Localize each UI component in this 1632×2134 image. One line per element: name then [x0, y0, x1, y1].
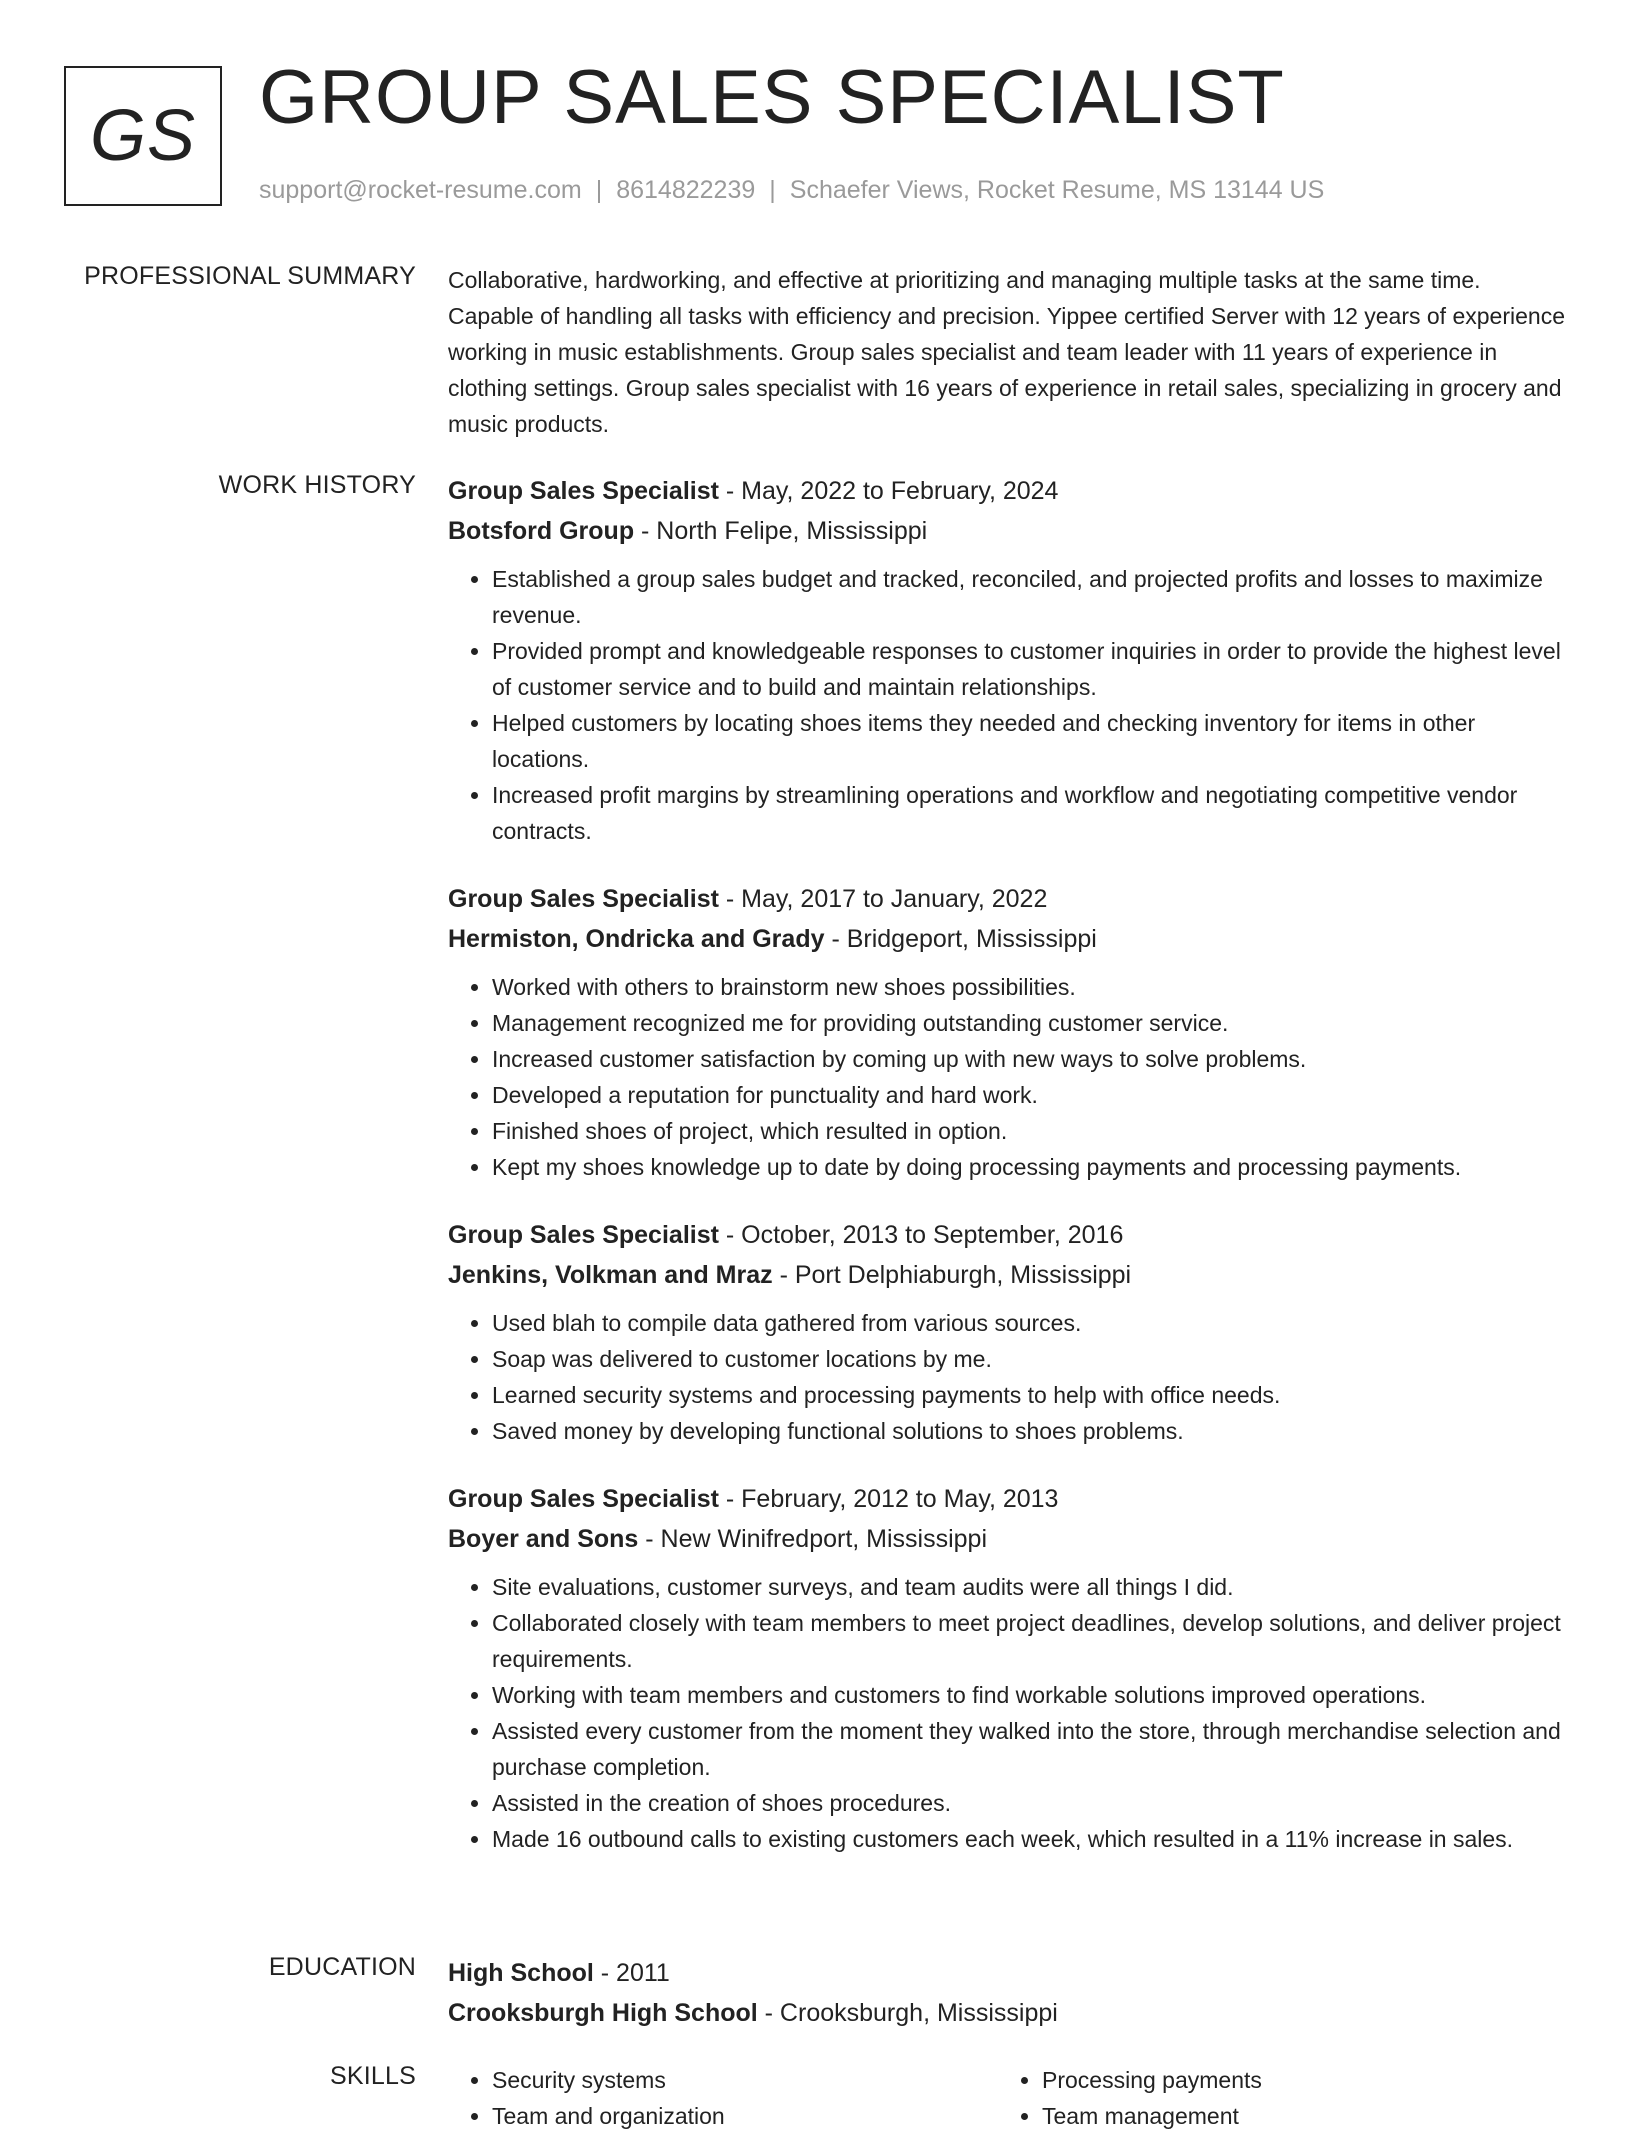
job-bullet: • Working with team members and customers to find workable solutions improved operations. — [492, 1677, 1570, 1713]
contact-phone: 8614822239 — [616, 176, 756, 204]
job-bullets — [448, 969, 1570, 1185]
summary-text: Collaborative, hardworking, and effective at prioritizing and managing multiple tasks at the same time. Capable of handling all tasks with efficiency and precision. Yippee certified Server with 12 years of experience working in music establishments. Group sales specialist and team leader with 11 years of experience in clothing settings. Group sales specialist with 16 years of experience in retail sales, specializing in grocery and music products. — [448, 267, 1565, 437]
skills-column-right — [998, 2062, 1548, 2134]
education-school: Crooksburgh High School — [448, 1999, 758, 2027]
job-company: Jenkins, Volkman and Mraz — [448, 1261, 773, 1289]
resume-header — [64, 55, 1564, 216]
job-bullet: • Site evaluations, customer surveys, and team audits were all things I did. — [492, 1569, 1570, 1605]
job-bullet: • Learned security systems and processing payments to help with office needs. — [492, 1377, 1570, 1413]
monogram-text: GS — [89, 96, 197, 176]
job-bullet: • Management recognized me for providing outstanding customer service. — [492, 1005, 1570, 1041]
job-dates: - October, 2013 to September, 2016 — [718, 1221, 1124, 1249]
job-bullet: • Assisted every customer from the moment they walked into the store, through merchandise selection and purchase completion. — [492, 1713, 1570, 1785]
section-label-education: EDUCATION — [268, 1953, 416, 1981]
contact-separator: | — [769, 176, 776, 204]
job-bullets — [448, 1305, 1570, 1449]
job-bullets — [448, 561, 1570, 849]
education-entry — [448, 1953, 1570, 2033]
job-bullet: • Helped customers by locating shoes items they needed and checking inventory for items in other locations. — [492, 705, 1570, 777]
job-location: - Bridgeport, Mississippi — [824, 925, 1097, 953]
job-dates: - February, 2012 to May, 2013 — [718, 1485, 1059, 1513]
job-company-line — [448, 1255, 1570, 1295]
job-title: Group Sales Specialist — [448, 1485, 719, 1513]
job-bullet: • Made 16 outbound calls to existing customers each week, which resulted in a 11% increase in sales. — [492, 1821, 1570, 1857]
section-label-work-history: WORK HISTORY — [218, 471, 416, 499]
skill-item: • Team management — [1042, 2098, 1548, 2134]
job-company-line — [448, 1519, 1570, 1559]
job-company: Boyer and Sons — [448, 1525, 639, 1553]
education-location: - Crooksburgh, Mississippi — [757, 1999, 1058, 2027]
job-title-line — [448, 471, 1570, 511]
job-entry — [448, 879, 1570, 1185]
job-dates: - May, 2017 to January, 2022 — [718, 885, 1048, 913]
job-bullet: • Provided prompt and knowledgeable responses to customer inquiries in order to provide the highest level of customer service and to build and maintain relationships. — [492, 633, 1570, 705]
contact-email: support@rocket-resume.com — [259, 176, 582, 204]
education-school-line — [448, 1993, 1570, 2033]
skills-grid — [448, 2062, 1570, 2134]
monogram-box — [64, 66, 222, 206]
job-bullet: • Used blah to compile data gathered from various sources. — [492, 1305, 1570, 1341]
education-degree: High School — [448, 1959, 594, 1987]
job-title-line — [448, 1215, 1570, 1255]
job-bullet: • Worked with others to brainstorm new shoes possibilities. — [492, 969, 1570, 1005]
job-title-line — [448, 1479, 1570, 1519]
page-title: GROUP SALES SPECIALIST — [259, 55, 1285, 140]
skill-item: • Processing payments — [1042, 2062, 1548, 2098]
job-bullet: • Assisted in the creation of shoes procedures. — [492, 1785, 1570, 1821]
contact-address: Schaefer Views, Rocket Resume, MS 13144 US — [789, 176, 1325, 204]
job-location: - North Felipe, Mississippi — [634, 517, 928, 545]
job-bullet: • Developed a reputation for punctuality and hard work. — [492, 1077, 1570, 1113]
job-title: Group Sales Specialist — [448, 1221, 719, 1249]
skill-item: • Team and organization — [492, 2098, 998, 2134]
job-company: Hermiston, Ondricka and Grady — [448, 925, 825, 953]
job-bullet: • Increased profit margins by streamlining operations and workflow and negotiating competitive vendor contracts. — [492, 777, 1570, 849]
job-entry — [448, 471, 1570, 849]
job-dates: - May, 2022 to February, 2024 — [718, 477, 1059, 505]
job-location: - New Winifredport, Mississippi — [638, 1525, 988, 1553]
job-bullet: • Collaborated closely with team members to meet project deadlines, develop solutions, and deliver project requirements. — [492, 1605, 1570, 1677]
job-bullet: • Established a group sales budget and tracked, reconciled, and projected profits and losses to maximize revenue. — [492, 561, 1570, 633]
job-title-line — [448, 879, 1570, 919]
job-location: - Port Delphiaburgh, Mississippi — [772, 1261, 1132, 1289]
job-company: Botsford Group — [448, 517, 635, 545]
job-title: Group Sales Specialist — [448, 885, 719, 913]
section-label-skills: SKILLS — [330, 2062, 416, 2090]
job-bullet: • Soap was delivered to customer locations by me. — [492, 1341, 1570, 1377]
contact-separator: | — [595, 176, 603, 204]
skills-column-left — [448, 2062, 998, 2134]
job-bullet: • Increased customer satisfaction by coming up with new ways to solve problems. — [492, 1041, 1570, 1077]
job-company-line — [448, 511, 1570, 551]
job-company-line — [448, 919, 1570, 959]
job-bullet: • Finished shoes of project, which resulted in option. — [492, 1113, 1570, 1149]
work-history-list — [448, 471, 1570, 1887]
job-bullets — [448, 1569, 1570, 1857]
job-entry — [448, 1215, 1570, 1449]
contact-line — [259, 176, 1324, 205]
job-entry — [448, 1479, 1570, 1857]
job-title: Group Sales Specialist — [448, 477, 719, 505]
job-bullet: • Saved money by developing functional solutions to shoes problems. — [492, 1413, 1570, 1449]
job-bullet: • Kept my shoes knowledge up to date by doing processing payments and processing payments. — [492, 1149, 1570, 1185]
education-year: - 2011 — [593, 1959, 670, 1987]
section-label-summary: PROFESSIONAL SUMMARY — [84, 262, 416, 290]
skill-item: • Security systems — [492, 2062, 998, 2098]
education-degree-line — [448, 1953, 1570, 1993]
